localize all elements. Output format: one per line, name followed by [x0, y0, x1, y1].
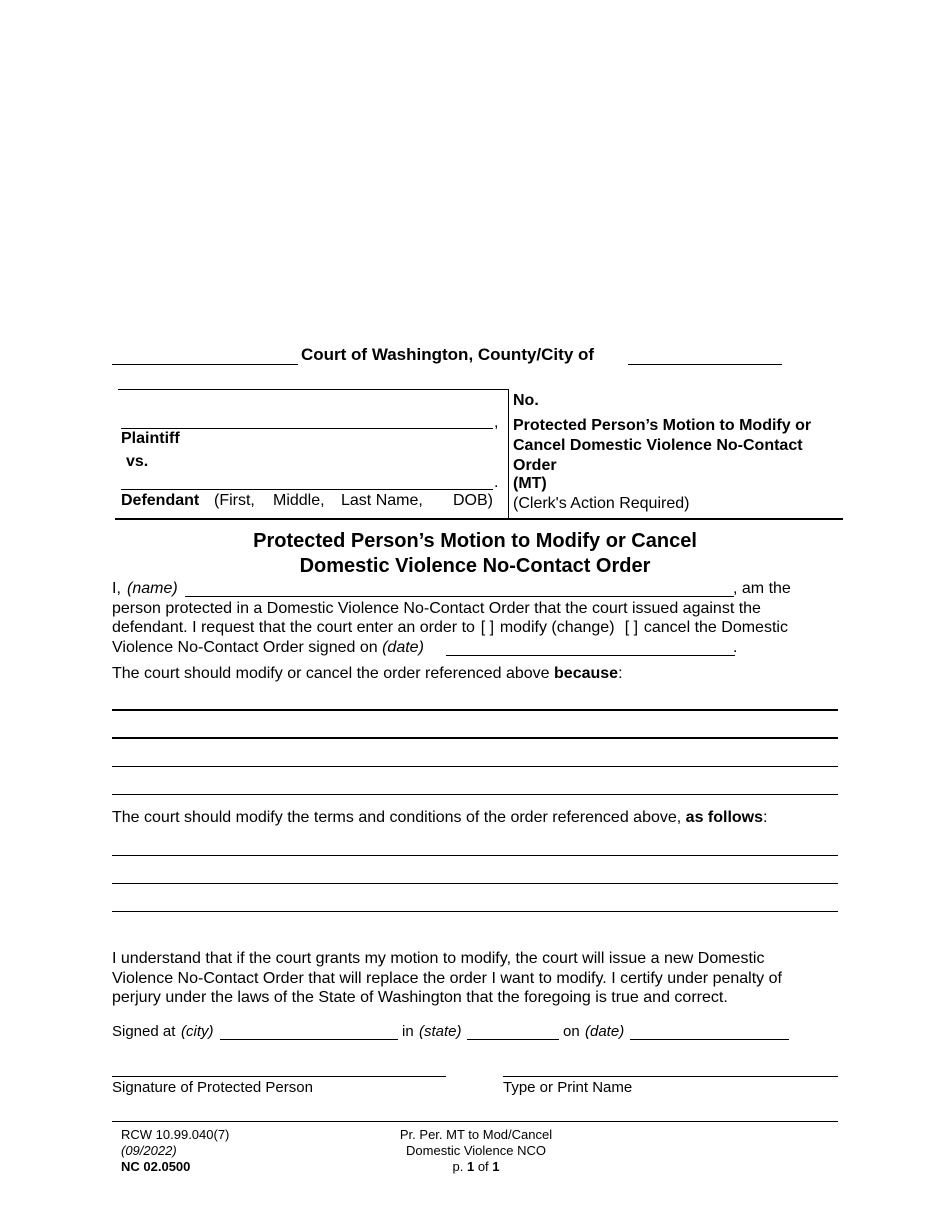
intro-line3: [112, 619, 788, 637]
print-name-label: Type or Print Name: [503, 1079, 633, 1096]
caption-bottom-rule: [115, 518, 843, 520]
because-text: The court should modify or cancel the order referenced above: [112, 665, 550, 682]
certify-line3: perjury under the laws of the State of Washington that the foregoing is true and correct.: [112, 989, 728, 1006]
signature-label: Signature of Protected Person: [112, 1079, 313, 1096]
footer-center-line1: Pr. Per. MT to Mod/Cancel: [399, 1127, 553, 1142]
caption-divider: [508, 389, 509, 519]
footer-page: [356, 1159, 596, 1175]
state-input[interactable]: [467, 1023, 559, 1040]
case-number-label: No.: [513, 392, 539, 409]
plaintiff-comma: ,: [494, 414, 499, 431]
footer-center: [356, 1127, 596, 1175]
footer-date: (09/2022): [121, 1143, 177, 1158]
page-total: 1: [492, 1159, 500, 1174]
signed-date-input[interactable]: [630, 1023, 789, 1040]
state-hint: (state): [419, 1023, 462, 1040]
form-title-right: Protected Person’s Motion to Modify or Cancel Domestic Violence No-Contact Order: [513, 417, 812, 474]
because-line-2[interactable]: [112, 737, 838, 739]
city-input[interactable]: [220, 1023, 398, 1040]
footer-form-no: NC 02.0500: [121, 1159, 191, 1174]
plaintiff-label: Plaintiff: [121, 430, 180, 447]
in-label: in: [402, 1023, 414, 1040]
follows-line-1[interactable]: [112, 855, 838, 856]
intro-line2: person protected in a Domestic Violence No-Contact Order that the court issued against the: [112, 600, 761, 617]
cancel-checkbox[interactable]: [ ]: [624, 619, 639, 636]
plaintiff-name-line[interactable]: [121, 412, 493, 429]
order-date-hint: (date): [382, 639, 424, 656]
clerk-note: (Clerk's Action Required): [513, 495, 690, 512]
certify-line2: Violence No-Contact Order that will replace the order I want to modify. I certify under penalty of: [112, 970, 782, 987]
footer-rule: [112, 1121, 838, 1122]
defendant-first-hint: (First,: [214, 492, 255, 509]
because-prompt: [112, 665, 623, 683]
intro-am-the: , am the: [733, 580, 791, 597]
protected-person-name-input[interactable]: [185, 580, 734, 597]
county-blank-right[interactable]: [628, 348, 782, 365]
page-title-line1: Protected Person’s Motion to Modify or Cancel: [253, 530, 697, 552]
page-number: 1: [466, 1159, 475, 1174]
modify-label: modify (change): [499, 619, 615, 636]
vs-label: vs.: [126, 453, 149, 470]
because-colon: :: [618, 665, 623, 682]
follows-colon: :: [763, 809, 768, 826]
defendant-name-line[interactable]: [121, 473, 493, 490]
follows-line-3[interactable]: [112, 911, 838, 912]
name-hint: (name): [127, 580, 178, 597]
intro-line4: [112, 639, 424, 657]
footer-center-line2: Domestic Violence NCO: [406, 1143, 546, 1158]
intro-line4-text: Violence No-Contact Order signed on: [112, 639, 378, 656]
page-prefix: p.: [452, 1159, 464, 1174]
because-line-4[interactable]: [112, 794, 838, 795]
because-bold: because: [554, 665, 619, 682]
follows-bold: as follows: [685, 809, 764, 826]
defendant-dob-hint: DOB): [453, 492, 493, 509]
defendant-label: Defendant: [121, 492, 200, 509]
defendant-last-hint: Last Name,: [341, 492, 423, 509]
certify-line1: I understand that if the court grants my motion to modify, the court will issue a new Domestic: [112, 950, 765, 967]
order-date-input[interactable]: [446, 639, 738, 656]
because-line-3[interactable]: [112, 766, 838, 767]
footer-left: [121, 1127, 229, 1175]
print-name-line[interactable]: [503, 1076, 838, 1077]
modify-checkbox[interactable]: [ ]: [480, 619, 495, 636]
intro-line3-text: defendant. I request that the court enter an order to: [112, 619, 475, 636]
footer-rcw: RCW 10.99.040(7): [121, 1127, 230, 1142]
intro-i-prefix: I,: [112, 580, 121, 597]
signature-line[interactable]: [112, 1076, 446, 1077]
defendant-period: .: [494, 474, 499, 491]
caption-top-rule: [118, 389, 508, 390]
county-blank-left[interactable]: [112, 348, 298, 365]
city-hint: (city): [181, 1023, 214, 1040]
form-code: (MT): [513, 475, 547, 492]
court-heading: Court of Washington, County/City of: [301, 345, 595, 364]
on-label: on: [563, 1023, 580, 1040]
intro-period: .: [733, 639, 738, 656]
page-title-line2: Domestic Violence No-Contact Order: [299, 555, 651, 577]
page-of: of: [477, 1159, 489, 1174]
follows-text: The court should modify the terms and conditions of the order referenced above,: [112, 809, 682, 826]
signed-date-hint: (date): [585, 1023, 625, 1040]
cancel-label: cancel the Domestic: [643, 619, 788, 636]
because-line-1[interactable]: [112, 709, 838, 711]
signed-at-label: Signed at: [112, 1023, 176, 1040]
follows-line-2[interactable]: [112, 883, 838, 884]
follows-prompt: [112, 809, 767, 827]
defendant-middle-hint: Middle,: [273, 492, 325, 509]
